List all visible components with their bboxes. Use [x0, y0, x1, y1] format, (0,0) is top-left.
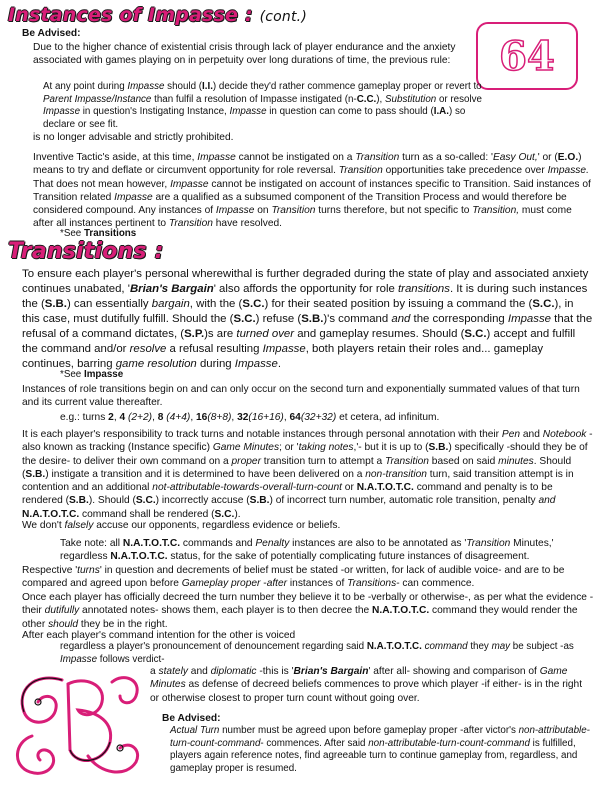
paragraph-text: To ensure each player's personal wherewithal is further degraded during the state of play and associated anxiety continues unabated, 'Brian's Bargain' also affords the opportunity for role transitions. It is during such instances the (S.B.) can essentially bargain, with the (S.C.) for their seated position by issuing a command the (S.C.), in this case, must dutifully fulfill. Should the (S.C.) refuse (S.B.)'s command and the corresponding Impasse that the refusal of a command dictates, (S.P.)s are turned over and gameplay resumes. Should (S.C.) accept and fulfill the command and/or resolve a refusal resulting Impasse, both players retain their roles and... gameplay continues, barring game resolution during Impasse.: [22, 268, 593, 370]
page-number: 64: [499, 32, 555, 80]
see-transitions-link[interactable]: Transitions: [83, 228, 137, 239]
turns-example: [60, 411, 590, 424]
paragraph-text: Inventive Tactic's aside, at this time, Impasse cannot be instigated on a Transition turn as a so-called: 'Easy Out,' or (E.O.) means to try and deflate or circumvent opportunity for role reversal. Transition opportunities take precedence over Impasse. That does not mean however, Impasse cannot be instigated on account of instances specific to Transition. Said instances of Transition related Impasse are a qualified as a subsumed component of the Transition Process and would therefore be considered compound. Any instances of Impasse on Transition turns therefore, but not specific to Transition, must come after all instances pertinent to Transition have resolved.: [33, 152, 591, 230]
paragraph-text: After each player's command intention for the other is voiced: [22, 630, 296, 641]
falsely-line: [22, 519, 582, 532]
heading-instances-of-impasse: [8, 4, 307, 26]
paragraph-text: Due to the higher chance of existential crisis through lack of player endurance and the anxiety associated with games playing on in perpetuity over long durations of time, the previous rule:: [33, 42, 456, 67]
respective-paragraph: [22, 564, 592, 591]
heading-cont: (cont.): [259, 9, 307, 25]
see-impasse-link[interactable]: Impasse: [83, 369, 124, 380]
paragraph-text: It is each player's responsibility to track turns and notable instances through personal annotation with their Pen and Notebook -also known as tracking (Instance specific) Game Minutes; or 'taking notes,'- but it is up to (S.B.) specifically -should they be of the desire- to deliver their own command on a proper transition turn to attempt a Transition based on said minutes. Should (S.B.) instigate a transition and it is determined to have been delivered on a non-transition turn, said transition attempt is in contention and an additional not-attributable-towards-overall-turn-count or N.A.T.O.T.C. command and penalty is to be rendered (S.B.). Should (S.C.) incorrectly accuse (S.B.) of incorrect turn number, automatic role transition, penalty and N.A.T.O.T.C. command shall be rendered (S.C.).: [22, 429, 593, 520]
paragraph-text: Respective 'turns' in question and decrements of belief must be stated -or written, for lack of audible voice- and are to be compared and agreed upon before Gameplay proper -after instances of Transitions- can commence.: [22, 565, 565, 590]
transitions-paragraph: [22, 267, 594, 372]
be-advised-label-1: [22, 27, 81, 40]
paragraph-text: Once each player has officially decreed the turn number they believe it to be -verbally or otherwise-, as per what the evidence -their dutifully annotated notes- shows them, each player is to then decree the N.A.T.O.T.C. command they would render the other should they be in the right.: [22, 592, 594, 630]
see-transitions-note: *See Transitions: [60, 228, 137, 239]
paragraph-text: regardless a player's pronouncement of denouncement regarding said N.A.T.O.T.C. command they may be subject -as Impasse follows verdict-: [60, 641, 574, 665]
responsibility-paragraph: [22, 428, 594, 521]
paragraph-text: Actual Turn number must be agreed upon before gameplay proper -after victor's non-attributable-turn-count-command- commences. After said non-attributable-turn-count-command is fulfilled, players again reference notes, find agreeable turn to continue gameplay from, regardless, and gameplay proper is resumed.: [170, 725, 590, 774]
be-advised-label-2: [162, 712, 221, 725]
paragraph-text: a stately and diplomatic -this is 'Brian's Bargain' after all- showing and comparison of Game Minutes as defense of decreed beliefs commences to prove which player -if either- is in the right or otherwise closest to proper turn count without going over.: [150, 666, 583, 704]
inventive-paragraph: [33, 151, 593, 231]
paragraph-text: Instances of role transitions begin on and can only occur on the second turn and exponentially summated values of that turn and its current value thereafter.: [22, 384, 580, 409]
paragraph-text: is no longer advisable and strictly prohibited.: [33, 132, 234, 143]
be-advised-paragraph-1: [33, 41, 468, 68]
paragraph-text: We don't falsely accuse our opponents, regardless evidence or beliefs.: [22, 520, 341, 531]
prohibited-line: [33, 131, 233, 144]
decorative-pink-b-flourish-icon: [4, 662, 146, 788]
stately-paragraph: [150, 665, 590, 705]
paragraph-text: Take note: all N.A.T.O.T.C. commands and Penalty instances are also to be annotated as 'Transition Minutes,' regardless N.A.T.O.T.C. status, for the sake of potentially complicating future instances of disagreement.: [60, 538, 554, 563]
be-advised-text: Be Advised:: [162, 713, 221, 724]
heading-title: Transitions :: [8, 239, 164, 264]
page-number-badge: [476, 22, 578, 90]
quoted-rule: [43, 81, 483, 131]
be-advised-paragraph-2: [170, 725, 590, 775]
be-advised-text: Be Advised:: [22, 28, 81, 39]
heading-title: Instances of Impasse :: [8, 4, 253, 26]
see-impasse-note: *See Impasse: [60, 369, 124, 380]
turns-example-text: e.g.: turns 2, 4 (2+2), 8 (4+4), 16(8+8), 32(16+16), 64(32+32) et cetera, ad infinitum.: [60, 412, 440, 423]
heading-transitions: [8, 239, 164, 264]
quoted-rule-text: At any point during Impasse should (I.I.) decide they'd rather commence gameplay proper or revert to Parent Impasse/Instance than fulfil a resolution of Impasse instigated (n-C.C.), Substitution or resolve Impasse in question's Instigating Instance, Impasse in question can come to pass should (I.A.) so declare or see fit.: [43, 81, 482, 130]
instances-paragraph: [22, 383, 592, 410]
take-note-paragraph: [60, 537, 580, 564]
officially-paragraph: [22, 591, 594, 631]
